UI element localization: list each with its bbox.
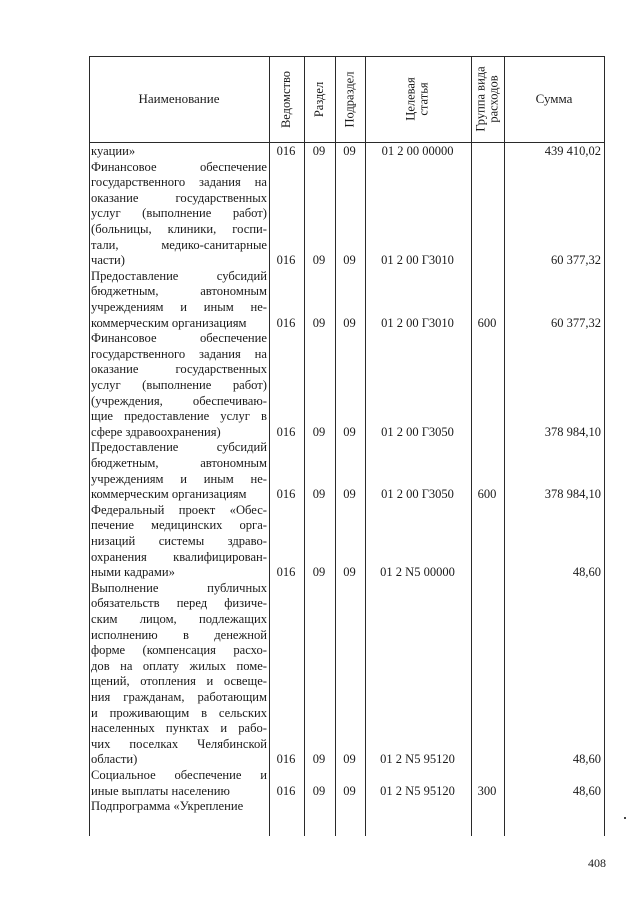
row-name-line: Социальное обеспечение и — [91, 768, 267, 782]
cell-vedomstvo: 016 — [276, 487, 296, 502]
cell-summa: 378 984,10 — [544, 487, 601, 502]
cell-vedomstvo: 016 — [276, 253, 296, 268]
row-name — [91, 160, 267, 269]
scan-speck — [624, 817, 626, 819]
row-name-line: щений, отопления и освеще- — [91, 674, 267, 689]
row-name — [91, 581, 267, 768]
header-vedomstvo-label: Ведомство — [279, 70, 293, 128]
cell-podrazdel: 09 — [343, 487, 356, 502]
row-name-line: коммерческим организациям — [91, 315, 247, 330]
cell-razdel: 09 — [312, 783, 326, 798]
cell-summa: 48,60 — [572, 752, 601, 767]
cell-vedomstvo: 016 — [276, 752, 296, 767]
header-celevaya-line1: Целевая — [404, 77, 418, 121]
header-podrazdel-label: Подраздел — [342, 71, 357, 127]
row-name-line: ским лицом, подлежащих — [91, 611, 267, 626]
row-name-line: Финансовое обеспечение — [91, 331, 267, 346]
row-name-line: оказание государственных — [91, 190, 267, 205]
row-name-line: куации» — [91, 144, 136, 158]
row-name-line: низаций системы здраво- — [91, 533, 267, 548]
row-name — [91, 503, 267, 581]
row-name-line: (больницы, клиники, госпи- — [91, 221, 267, 236]
row-name-line: бюджетным, автономным — [91, 455, 267, 470]
row-name-line: услуг (выполнение работ) — [91, 377, 267, 392]
cell-gruppa: 300 — [477, 783, 497, 798]
cell-summa: 48,60 — [572, 565, 601, 580]
row-name-line: исполнению в денежной — [91, 627, 267, 642]
page-number: 408 — [588, 856, 606, 870]
header-gruppa-label — [475, 66, 501, 131]
col-border — [365, 56, 366, 836]
cell-celevaya: 01 2 00 00000 — [381, 144, 454, 158]
cell-podrazdel: 09 — [343, 424, 356, 439]
row-name-line: населенных пунктах и рабо- — [91, 721, 267, 736]
row-name-line: печение медицинских орга- — [91, 518, 267, 533]
row-name-line: дов на оплату жилых поме- — [91, 658, 267, 673]
col-border — [504, 56, 505, 836]
cell-podrazdel: 09 — [343, 565, 356, 580]
header-bottom-border — [89, 142, 605, 143]
row-name-line: Федеральный проект «Обес- — [91, 502, 267, 517]
cell-summa: 60 377,32 — [551, 253, 601, 268]
row-name-line: чих поселках Челябинской — [91, 736, 267, 751]
header-razdel-label: Раздел — [312, 81, 327, 117]
row-name-line: ния гражданам, работающим — [91, 689, 267, 704]
row-name-line: охранения квалифицирован- — [91, 549, 267, 564]
cell-razdel: 09 — [312, 487, 326, 502]
row-name — [91, 768, 267, 799]
row-name-line: оказание государственных — [91, 362, 267, 377]
row-name — [91, 331, 267, 440]
cell-celevaya: 01 2 00 Г3050 — [381, 487, 454, 502]
header-name-label: Наименование — [138, 91, 220, 106]
header-gruppa-line1: Группа вида — [473, 66, 488, 132]
header-gruppa-line2: расходов — [486, 75, 501, 123]
cell-podrazdel: 09 — [343, 144, 356, 158]
cell-vedomstvo: 016 — [276, 783, 296, 798]
header-celevaya-line2: статья — [417, 82, 431, 116]
header-celevaya-label — [405, 77, 431, 120]
cell-razdel: 09 — [312, 565, 326, 580]
cell-celevaya: 01 2 N5 00000 — [380, 565, 455, 580]
cell-razdel: 09 — [312, 315, 326, 330]
row-name-line: Предоставление субсидий — [91, 268, 267, 283]
row-name-line: сфере здравоохранения) — [91, 424, 221, 439]
row-name — [91, 144, 267, 160]
col-border — [304, 56, 305, 836]
row-name-line: тали, медико-санитарные — [91, 237, 267, 252]
row-name — [91, 269, 267, 331]
row-name-line: области) — [91, 752, 138, 767]
cell-podrazdel: 09 — [343, 315, 356, 330]
cell-vedomstvo: 016 — [276, 144, 296, 158]
row-name-line: иные выплаты населению — [91, 783, 230, 798]
cell-gruppa: 600 — [477, 487, 497, 502]
cell-razdel: 09 — [312, 424, 326, 439]
row-name-line: части) — [91, 253, 125, 268]
cell-summa: 439 410,02 — [544, 144, 601, 158]
cell-summa: 60 377,32 — [551, 315, 601, 330]
cell-celevaya: 01 2 00 Г3010 — [381, 253, 454, 268]
cell-razdel: 09 — [312, 752, 326, 767]
cell-vedomstvo: 016 — [276, 565, 296, 580]
cell-celevaya: 01 2 N5 95120 — [380, 783, 455, 798]
header-podrazdel — [335, 56, 365, 142]
row-name-line: Подпрограмма «Укрепление — [91, 799, 244, 814]
row-name-line: и проживающим в сельских — [91, 705, 267, 720]
col-border — [269, 56, 270, 836]
cell-celevaya: 01 2 00 Г3010 — [381, 315, 454, 330]
header-gruppa — [471, 56, 504, 142]
header-summa-label: Сумма — [535, 91, 573, 106]
budget-table — [89, 56, 605, 836]
cell-vedomstvo: 016 — [276, 424, 296, 439]
row-name-line: коммерческим организациям — [91, 487, 247, 502]
row-name-line: бюджетным, автономным — [91, 284, 267, 299]
header-name — [89, 56, 269, 142]
cell-celevaya: 01 2 00 Г3050 — [381, 424, 454, 439]
header-summa — [504, 56, 604, 142]
row-name-line: форме (компенсация расхо- — [91, 643, 267, 658]
row-name-line: Финансовое обеспечение — [91, 159, 267, 174]
cell-summa: 378 984,10 — [544, 424, 601, 439]
row-name — [91, 440, 267, 502]
row-name-line: государственного задания на — [91, 346, 267, 361]
col-border — [89, 56, 90, 836]
col-border — [604, 56, 605, 836]
col-border — [335, 56, 336, 836]
header-vedomstvo — [269, 56, 304, 142]
row-name-line: ными кадрами» — [91, 565, 175, 580]
row-name-line: Выполнение публичных — [91, 580, 267, 595]
cell-podrazdel: 09 — [343, 253, 356, 268]
cell-razdel: 09 — [312, 144, 326, 158]
cell-razdel: 09 — [312, 253, 326, 268]
row-name-line: государственного задания на — [91, 175, 267, 190]
row-name-line: учреждениям и иным не- — [91, 471, 267, 486]
cell-celevaya: 01 2 N5 95120 — [380, 752, 455, 767]
row-name-line: щие предоставление услуг в — [91, 409, 267, 424]
row-name-line: услуг (выполнение работ) — [91, 206, 267, 221]
row-name-line: Предоставление субсидий — [91, 440, 267, 455]
row-name-line: обязательств перед физиче- — [91, 596, 267, 611]
cell-vedomstvo: 016 — [276, 315, 296, 330]
row-name — [91, 799, 267, 815]
header-celevaya — [365, 56, 471, 142]
cell-podrazdel: 09 — [343, 752, 356, 767]
col-border — [471, 56, 472, 836]
header-razdel — [304, 56, 335, 142]
cell-gruppa: 600 — [477, 315, 497, 330]
cell-summa: 48,60 — [572, 783, 601, 798]
row-name-line: учреждениям и иным не- — [91, 299, 267, 314]
row-name-line: (учреждения, обеспечиваю- — [91, 393, 267, 408]
cell-podrazdel: 09 — [343, 783, 356, 798]
